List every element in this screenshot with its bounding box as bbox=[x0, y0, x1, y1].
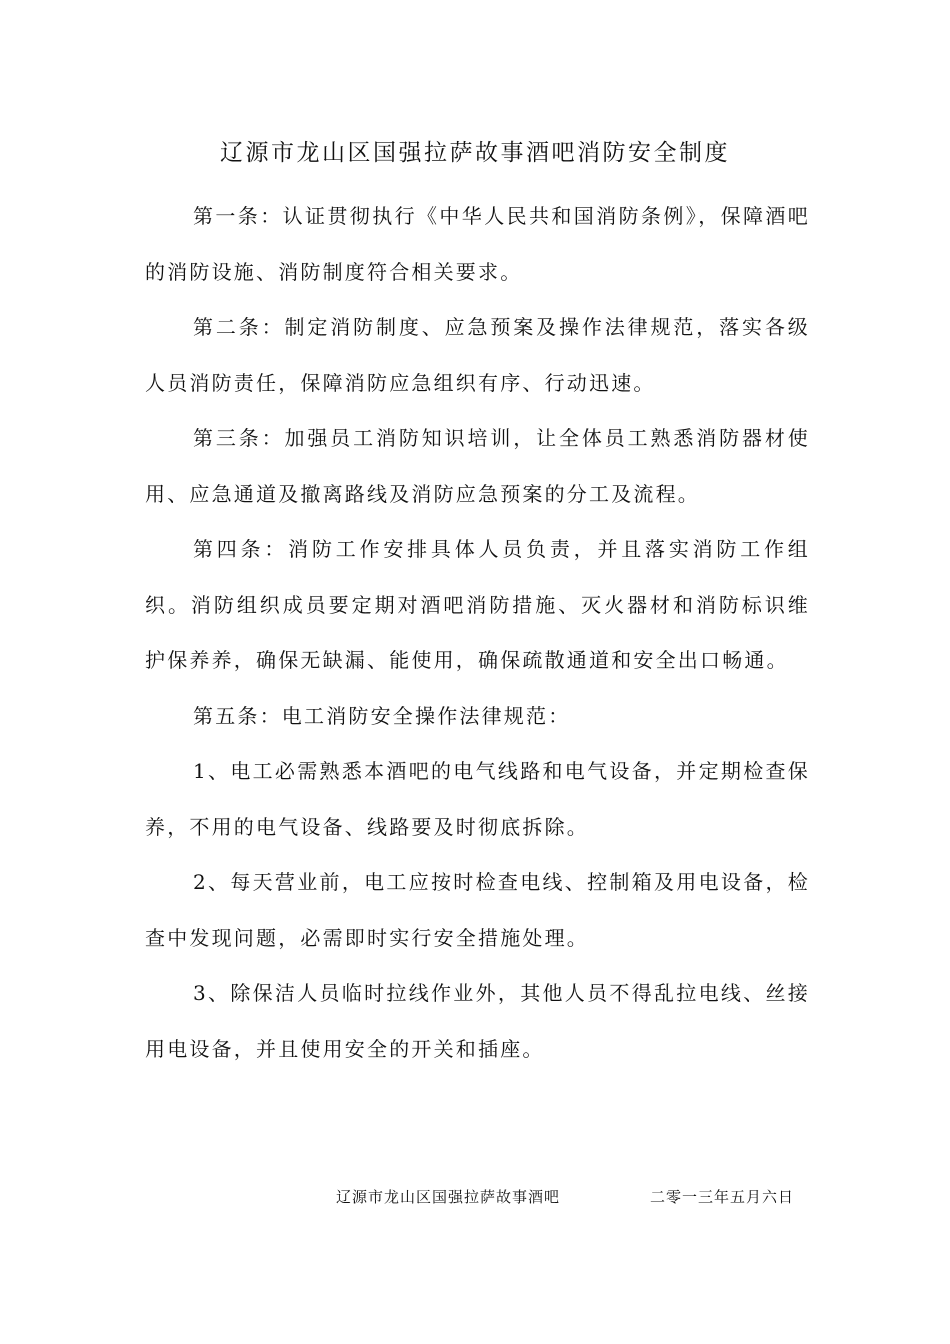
article-3-paragraph: 第三条：加强员工消防知识培训，让全体员工熟悉消防器材使用、应急通道及撤离路线及消防应急预案的分工及流程。 bbox=[145, 426, 810, 506]
document-title: 辽源市龙山区国强拉萨故事酒吧消防安全制度 bbox=[220, 140, 730, 166]
article-4-paragraph: 第四条：消防工作安排具体人员负责，并且落实消防工作组织。消防组织成员要定期对酒吧消防措施、灭火器材和消防标识维护保养养，确保无缺漏、能使用，确保疏散通道和安全出口畅通。 bbox=[145, 537, 810, 672]
article-5-item-2: 2、每天营业前，电工应按时检查电线、控制箱及用电设备，检查中发现问题，必需即时实行安全措施处理。 bbox=[145, 870, 810, 950]
article-5-item-1: 1、电工必需熟悉本酒吧的电气线路和电气设备，并定期检查保养，不用的电气设备、线路要及时彻底拆除。 bbox=[145, 759, 810, 839]
article-5-heading: 第五条：电工消防安全操作法律规范： bbox=[193, 703, 571, 728]
article-1-paragraph: 第一条：认证贯彻执行《中华人民共和国消防条例》，保障酒吧的消防设施、消防制度符合相关要求。 bbox=[145, 204, 810, 284]
footer-date: 二零一三年五月六日 bbox=[650, 1188, 795, 1206]
article-5-item-3: 3、除保洁人员临时拉线作业外，其他人员不得乱拉电线、丝接用电设备，并且使用安全的开关和插座。 bbox=[145, 981, 810, 1061]
footer-organization: 辽源市龙山区国强拉萨故事酒吧 bbox=[336, 1188, 561, 1206]
article-2-paragraph: 第二条：制定消防制度、应急预案及操作法律规范，落实各级人员消防责任，保障消防应急组织有序、行动迅速。 bbox=[145, 315, 810, 395]
document-body bbox=[145, 189, 810, 1077]
